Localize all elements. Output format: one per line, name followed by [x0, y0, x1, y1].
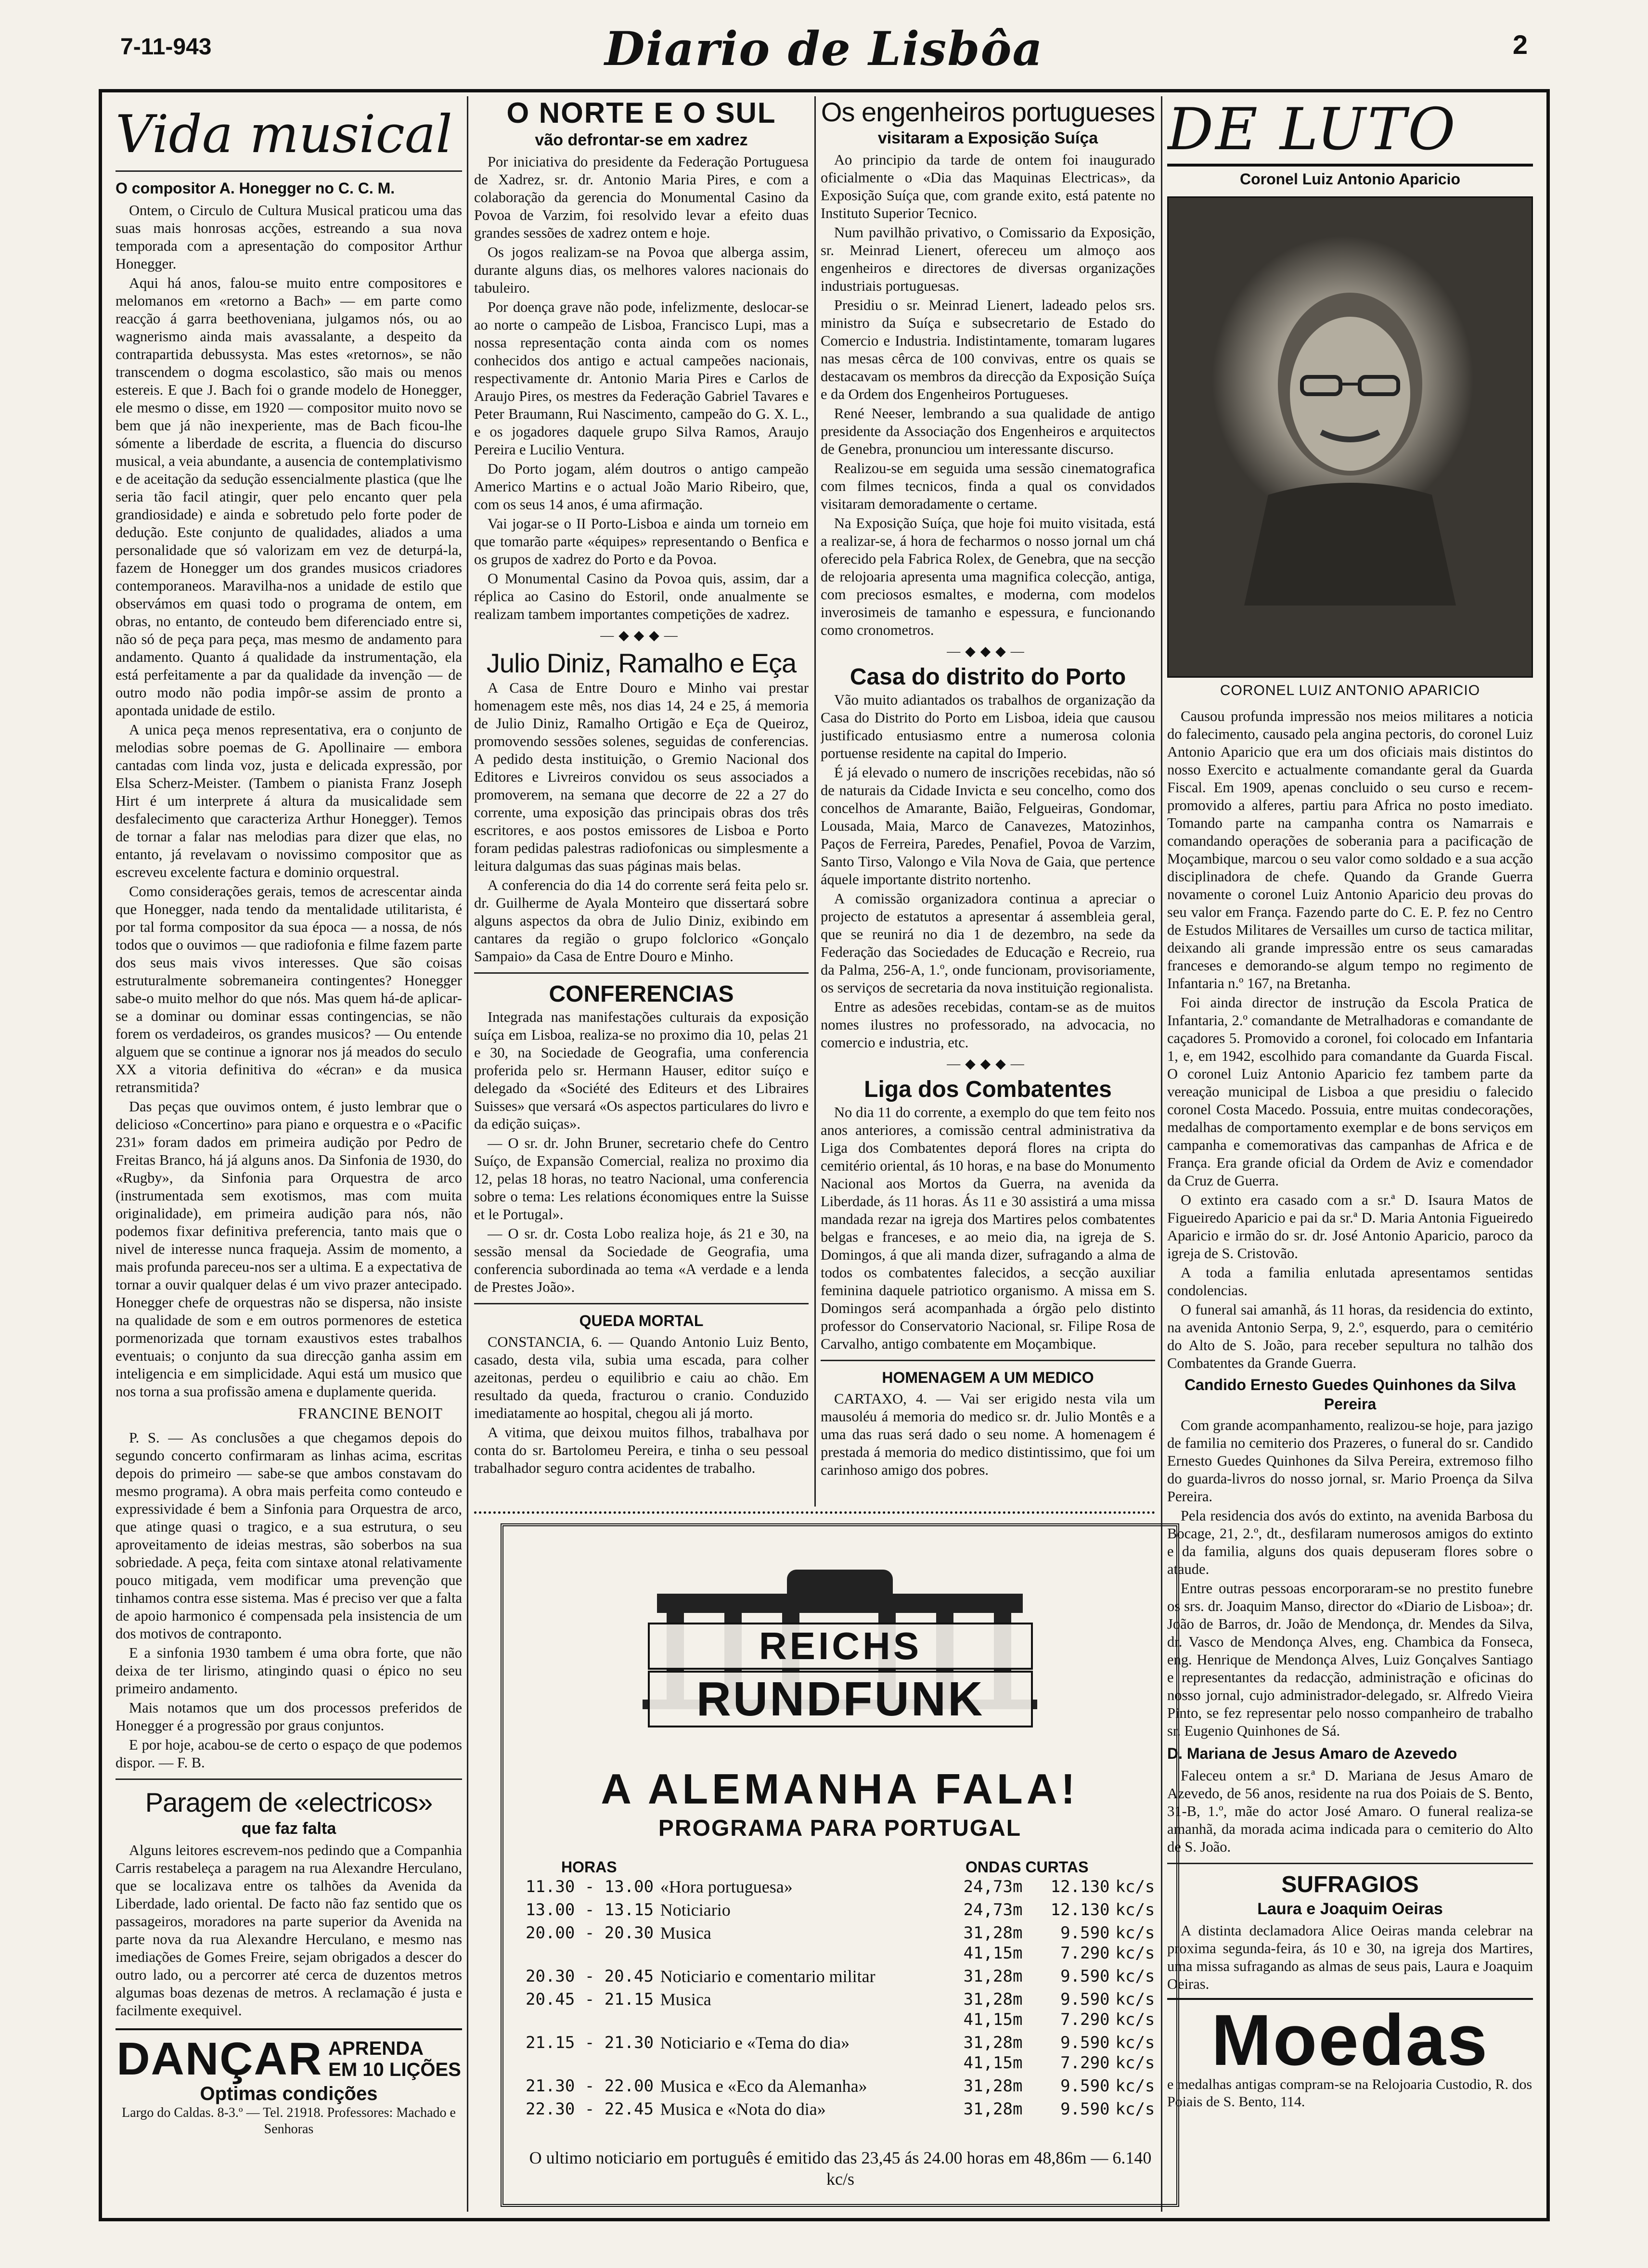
- newspaper-title: Diario de Lisbôa: [605, 22, 1043, 76]
- coins-text: e medalhas antigas compram-se na Relojoaria Custodio, R. dos Poiais de S. Bento, 114.: [1167, 2076, 1532, 2110]
- paragraph: Os jogos realizam-se na Povoa que alberga assim, durante alguns dias, os melhores valores nacionais do tabuleiro.: [474, 244, 809, 296]
- obituary-title: D. Mariana de Jesus Amaro de Azevedo: [1167, 1745, 1457, 1762]
- article-title: Paragem de «electricos»: [145, 1787, 433, 1817]
- photo-caption: CORONEL LUIZ ANTONIO APARICIO: [1220, 683, 1481, 698]
- schedule-frequency: 9.590: [1060, 1967, 1110, 1986]
- schedule-frequency: 12.130: [1050, 1900, 1110, 1920]
- schedule-time: 21.15 - 21.30: [526, 2033, 654, 2052]
- paragraph: O funeral sai amanhã, ás 11 horas, da residencia do extinto, na avenida Antonio Serpa, 9, 2.º, esquerdo, para o cemitério do Alto de S. João, para receber sepultura no talhão dos Combatentes da Grande Guerra.: [1167, 1302, 1533, 1371]
- paragraph: René Neeser, lembrando a sua qualidade de antigo presidente da Associação dos Engenheiros e arquitectos de Genebra, pronunciou um interessante discurso.: [821, 405, 1155, 457]
- schedule-program: Musica: [660, 1990, 711, 2009]
- schedule-unit: kc/s kc/s: [1115, 2033, 1155, 2073]
- schedule-time: 20.00 - 20.30: [526, 1923, 654, 1943]
- paragraph: Realizou-se em seguida uma sessão cinematografica com filmes tecnicos, finda a qual os convidados visitaram demoradamente o certame.: [821, 460, 1155, 512]
- schedule-time: 22.30 - 22.45: [526, 2100, 654, 2119]
- ad-headline: A ALEMANHA FALA!: [601, 1765, 1079, 1813]
- coins-headline: Moedas: [1211, 1999, 1489, 2080]
- schedule-wavelength: 24,73m: [963, 1900, 1023, 1920]
- paragraph: Ao principio da tarde de ontem foi inaugurado oficialmente o «Dia das Maquinas Electricas», da Exposição Suíça que, com grande exito, está patente no Instituto Superior Tecnico.: [821, 152, 1155, 221]
- column-divider: [467, 96, 468, 2212]
- paragraph: A comissão organizadora continua a apreciar o projecto de estatutos a apresentar á assembleia geral, que se reunirá no dia 1 de dezembro, na sede da Federação das Sociedades de Educação e Recreio, rua da Palma, 256-A, 1.º, onde funcionam, provisoriamente, os serviços de secretaria da nova instituição regionalista.: [821, 890, 1155, 996]
- article-title: Julio Diniz, Ramalho e Eça: [486, 648, 797, 678]
- dance-aprenda: APRENDA: [328, 2038, 424, 2059]
- divider: [821, 1360, 1155, 1361]
- paragraph: P. S. — As conclusões a que chegamos depois do segundo concerto confirmaram as linhas acima, escritas depois do primeiro — sabe-se que ambos constavam do mesmo programa). A obra mais perfeita como conteudo e expressividade é bem a Sinfonia para Orquestra de arco, que atinge quasi o tragico, e a sua estrutura, o seu aproveitamento de ideias mestras, são soberbos na sua sobriedade. A peça, feita com sintaxe atonal relativamente pouco mitigada, vem modificar uma prevenção que tinhamos contra esse sistema. Mas é preciso ver que a falta de apoio harmonico é compensada pela insistencia de um dos motivos de contraponto.: [116, 1430, 462, 1642]
- schedule-program: Musica e «Eco da Alemanha»: [660, 2076, 867, 2096]
- schedule-time: 21.30 - 22.00: [526, 2076, 654, 2096]
- schedule-row: [523, 1921, 1158, 1965]
- ad-subheadline: PROGRAMA PARA PORTUGAL: [658, 1816, 1022, 1841]
- schedule-frequency: 12.130: [1050, 1877, 1110, 1896]
- paragraph: É já elevado o numero de inscrições recebidas, não só de naturais da Cidade Invicta e seu concelho, como dos concelhos de Amarante, Baião, Felgueiras, Gondomar, Lousada, Maia, Marco de Canavezes, Matozinhos, Paços de Ferreira, Paredes, Penafiel, Povoa de Varzim, Santo Tirso, Valongo e Vila Nova de Gaia, que pertence áquele importante distrito nortenho.: [821, 764, 1155, 888]
- schedule-unit: kc/s: [1115, 2076, 1155, 2096]
- schedule-row: [523, 1875, 1158, 1898]
- schedule-program: Musica: [660, 1923, 711, 1943]
- schedule-wavelength: 24,73m: [963, 1877, 1023, 1896]
- schedule-wavelength: 31,28m 41,15m: [963, 1990, 1023, 2029]
- paragraph: A Casa de Entre Douro e Minho vai prestar homenagem este mês, nos dias 14, 24 e 25, á memoria de Julio Diniz, Ramalho Ortigão e Eça de Queiroz, promovendo sessões solenes, seguidas de conferencias. A pedido desta instituição, o Gremio Nacional dos Editores e Livreiros convidou os seus associados a promoverem, na semana que decorre de 22 a 27 do corrente, uma exposição das principais obras dos três escritores, e aos postos emissores de Lisboa e Porto foram pedidas palestras radiofonicas ou simplesmente a leitura dalgumas das suas páginas mais belas.: [474, 680, 809, 874]
- paragraph: — O sr. dr. Costa Lobo realiza hoje, ás 21 e 30, na sessão mensal da Sociedade de Geografia, uma conferencia subordinada ao tema «A verdade e a lenda de Prestes João».: [474, 1225, 809, 1295]
- paragraph: A unica peça menos representativa, era o conjunto de melodias sobre poemas de G. Apollinaire — embora cantadas com linda voz, justa e delicada expressão, por Elsa Scherz-Meister. (Tambem o pianista Franz Joseph Hirt é um interprete á altura da musicalidade sem desfalecimento que caracteriza Arthur Honegger). Temos de tornar a falar nas melodias para dizer que elas, no entanto, já revelavam o novissimo compositor que as escreveu excelente factura e dominio orquestral.: [116, 722, 462, 880]
- ad-footer: O ultimo noticiario em português é emitido das 23,45 ás 24.00 horas em 48,86m — 6.140 kc/s: [529, 2148, 1152, 2189]
- article-title: CONFERENCIAS: [549, 981, 734, 1007]
- article-subtitle: que faz falta: [241, 1819, 336, 1838]
- article-title: Vida musical: [116, 104, 452, 165]
- schedule-row: [523, 1965, 1158, 1988]
- schedule-unit: kc/s kc/s: [1115, 1990, 1155, 2029]
- schedule-wavelength: 31,28m: [963, 2076, 1023, 2096]
- paragraph: Causou profunda impressão nos meios militares a noticia do falecimento, causado pela angina pectoris, do coronel Luiz Antonio Aparicio que era um dos oficiais mais distintos do nosso Exercito e actualmente comandante geral da Guarda Fiscal. Em 1909, apenas concluido o seu curso e recem-promovido a alferes, partiu para Africa no posto imediato. Tomando parte na campanha contra os Namarrais e comandando operações de soberania para a pacificação de Moçambique, marcou o seu valor como soldado e a sua acção disciplinadora de chefe. Quando da Grande Guerra novamente o coronel Luiz Antonio Aparicio deu provas do seu valor em França. Fazendo parte do C. E. P. fez no Centro de Estudos Militares de Versailles um curso de tactica militar, deixando ali grande impressão entre os seus camaradas franceses e demorando-se algum tempo no regimento de Infantaria n.º 167, na Bretanha.: [1167, 708, 1533, 992]
- schedule-wavelength: 31,28m: [963, 1967, 1023, 1986]
- paragraph: Mais notamos que um dos processos preferidos de Honegger é a progressão por graus conjuntos.: [116, 1700, 462, 1734]
- column-vida-musical: [116, 96, 462, 2209]
- schedule-frequency: 9.590 7.290: [1060, 1923, 1110, 1963]
- divider: [1167, 1863, 1533, 1864]
- schedule-unit: kc/s: [1115, 1877, 1155, 1896]
- dance-lessons: EM 10 LIÇÕES: [328, 2059, 461, 2080]
- paragraph: Aqui há anos, falou-se muito entre compositores e melomanos em «retorno a Bach» — em parte como reacção á garra beethoveniana, julgamos nós, ou ao wagnerismo ainda mais avassalante, a despeito da contrapartida debussysta. Mas estes «retornos», se não transcendem o dogma escolastico, são mais ou menos estereis. E que J. Bach foi o grande modelo de Honegger, ele mesmo o disse, em 1920 — compositor muito novo se bem que já não inexperiente, mas de Bach ficou-lhe sómente a liberdade de escrita, a fluencia do discurso musical, a veia abundante, a ausencia de contemplativismo e de aceitação da sedução essencialmente plastica (que lhe seria tão facil atingir, quer pelo encanto quer pela grandiosidade) e ainda e sobretudo pelo forte poder de dedução. Este conjunto de qualidades, aliados a uma personalidade que só valorizam em vez de deturpá-la, fazem de Honegger um dos grandes musicos criadores contemporaneos. Maravilha-nos a unidade de estilo que observámos em quasi todo o programa de ontem, em obras, no entanto, de conteudo bem diferenciado entre si, não só de peça para peça, mas mesmo de andamento para andamento. Quanto á qualidade da instrumentação, ela está perfeitamente a par da qualidade da invenção — de outro modo não podia impôr-se assim de pronto a apontada unidade de estilo.: [116, 275, 462, 719]
- article-subtitle: Coronel Luiz Antonio Aparicio: [1239, 170, 1461, 188]
- dance-advert: [116, 2028, 462, 2138]
- obituary-title: Candido Ernesto Guedes Quinhones da Silva Pereira: [1184, 1376, 1516, 1413]
- article-subtitle: visitaram a Exposição Suíça: [877, 129, 1098, 147]
- article-title: QUEDA MORTAL: [579, 1312, 704, 1329]
- article-title: Casa do distrito do Porto: [850, 664, 1126, 690]
- paragraph: Com grande acompanhamento, realizou-se hoje, para jazigo de familia no cemiterio dos Prazeres, o funeral do sr. Candido Ernesto Guedes Quinhones da Silva Pereira, extremoso filho do guarda-livros do nosso jornal, sr. Mario Proença da Silva Pereira.: [1167, 1417, 1533, 1505]
- column-de-luto: [1167, 96, 1533, 2209]
- page-number: 2: [1512, 29, 1528, 60]
- schedule-program: Noticiario e «Tema do dia»: [660, 2033, 850, 2052]
- paragraph: E a sinfonia 1930 tambem é uma obra forte, que não deixa de ter lirismo, atingindo quasi o épico no seu primeiro andamento.: [116, 1645, 462, 1697]
- paragraph: Presidiu o sr. Meinrad Lienert, ladeado pelos srs. ministro da Suíça e subsecretario de Estado do Comercio e Industria. Indistintamente, tomaram lugares nas mesas cêrca de 100 convivas, entre os quais se destacavam os membros da direcção da Exposição Suíça e da Ordem dos Engenheiros Portugueses.: [821, 297, 1155, 402]
- paragraph: Por doença grave não pode, infelizmente, deslocar-se ao norte o campeão de Lisboa, Francisco Lupi, mas a nossa representação conta ainda com os nomes conhecidos dos antigo e actual campeões nacionais, respectivamente dr. Antonio Maria Pires e Carlos de Araujo Pires, os mestres da Federação Gabriel Tavares e Peter Braumann, Rui Nascimento, campeão do G. X. L., e os jogadores daquele grupo Silva Ramos, Araujo Pereira e Lucilio Ventura.: [474, 299, 809, 458]
- portrait-photo: [1167, 196, 1533, 678]
- dance-address: Largo do Caldas. 8-3.º — Tel. 21918. Professores: Machado e Senhoras: [122, 2105, 456, 2137]
- divider: [474, 1303, 809, 1304]
- schedule-program: «Hora portuguesa»: [660, 1877, 793, 1896]
- column-engenheiros: [821, 96, 1155, 1511]
- schedule-time: 20.45 - 21.15: [526, 1990, 654, 2009]
- ornament-divider: [474, 1511, 1155, 1516]
- paragraph: Ontem, o Circulo de Cultura Musical praticou uma das suas mais honrosas acções, estreando a sua nova temporada com a apresentação do compositor Arthur Honegger.: [116, 202, 462, 272]
- paragraph: Na Exposição Suíça, que hoje foi muito visitada, está a realizar-se, á hora de fecharmos o nosso jornal um chá oferecido pela Fabrica Rolex, de Genebra, que na secção de relojoaria apresenta uma magnifica colecção, antiga, com preciosos esmaltes, e moderna, com modelos inverosimeis de tamanho e espessura, e funcionando como cronometros.: [821, 515, 1155, 638]
- schedule-program: Musica e «Nota do dia»: [660, 2100, 826, 2119]
- paragraph: O Monumental Casino da Povoa quis, assim, dar a réplica ao Casino do Estoril, onde anualmente se realizam tambem importantes competições de xadrez.: [474, 570, 809, 622]
- schedule-header-hours: HORAS: [561, 1858, 617, 1876]
- paragraph: A toda a familia enlutada apresentamos sentidas condolencias.: [1167, 1264, 1533, 1299]
- paragraph: Alguns leitores escrevem-nos pedindo que a Companhia Carris restabeleça a paragem na rua Alexandre Herculano, que se localizava entre os talhões da Avenida da Liberdade, lado oriental. De facto não faz sentido que os passageiros, moradores na parte superior da Avenida na parte nova da rua Alexandre Herculano, e mesmo nas imediações de Gomes Freire, sejam obrigados a descer do outro lado, ou a percorrer até cerca de duzentos metros algumas boas dezenas de metros. A reclamação é justa e facilmente exequivel.: [116, 1842, 462, 2019]
- schedule-frequency: 9.590 7.290: [1060, 1990, 1110, 2029]
- section-title: DE LUTO: [1167, 96, 1533, 167]
- schedule-unit: kc/s: [1115, 1900, 1155, 1920]
- masthead: [0, 0, 1648, 82]
- article-title: SUFRAGIOS: [1281, 1872, 1419, 1897]
- schedule-wavelength: 31,28m 41,15m: [963, 2033, 1023, 2073]
- paragraph: Vai jogar-se o II Porto-Lisboa e ainda um torneio em que tomarão parte «équipes» representando o Benfica e os grupos de xadrez do Porto e da Povoa.: [474, 515, 809, 567]
- article-subtitle: Laura e Joaquim Oeiras: [1257, 1900, 1443, 1918]
- issue-date: 7-11-943: [120, 34, 212, 60]
- paragraph: Faleceu ontem a sr.ª D. Mariana de Jesus Amaro de Azevedo, de 56 anos, residente na rua dos Poiais de S. Bento, 31-B, 1.º, mãe do actor José Amaro. O funeral realiza-se amanhã, da morada acima indicada para o cemiterio do Alto de S. João.: [1167, 1767, 1533, 1855]
- divider: [116, 170, 462, 172]
- paragraph: — O sr. dr. John Bruner, secretario chefe do Centro Suíço, de Expansão Comercial, realiza no proximo dia 12, pelas 18 horas, no teatro Nacional, uma conferencia sobre o tema: Les relations économiques entre la Suisse et le Portugal».: [474, 1135, 809, 1223]
- article-title: HOMENAGEM A UM MEDICO: [882, 1369, 1094, 1386]
- ornament-divider: —◆◆◆—: [947, 1057, 1029, 1071]
- paragraph: O extinto era casado com a sr.ª D. Isaura Matos de Figueiredo Aparicio e pai da sr.ª D. Maria Antonia Figueiredo Aparicio e irmão do sr. dr. José Antonio Aparicio, paroco da igreja de S. Cristovão.: [1167, 1192, 1533, 1262]
- paragraph: Num pavilhão privativo, o Comissario da Exposição, sr. Meinrad Lienert, ofereceu um almoço aos engenheiros e directores de diversas organizações industriais portuguesas.: [821, 224, 1155, 294]
- paragraph: Entre outras pessoas encorporaram-se no prestito funebre os srs. dr. Joaquim Manso, director do «Diario de Lisboa»; dr. João de Barros, dr. João de Mendonça, dr. Mendes da Silva, dr. Vasco de Mendonça Alves, eng. Chambica da Fonseca, eng. Henrique de Mendonça Alves, Luiz Gonçalves Santiago e representantes da redacção, administração e oficinas do nosso jornal, cujo administrador-delegado, sr. Alfredo Vieira Pinto, se fez representar pelo nosso companheiro de trabalho sr. Eugenio Quinhones de Sá.: [1167, 1580, 1533, 1739]
- dance-conditions: Optimas condições: [200, 2083, 378, 2104]
- author-signature: FRANCINE BENOIT: [298, 1405, 443, 1422]
- paragraph: A distinta declamadora Alice Oeiras manda celebrar na proxima segunda-feira, ás 10 e 30, na igreja dos Martires, uma missa sufragando as almas de seus pais, Laura e Joaquim Oeiras.: [1167, 1922, 1533, 1992]
- schedule-unit: kc/s: [1115, 2100, 1155, 2119]
- paragraph: No dia 11 do corrente, a exemplo do que tem feito nos anos anteriores, a comissão central administrativa da Liga dos Combatentes deporá flores na cripta do cemitério oriental, ás 10 horas, e na base do Monumento Nacional aos Mortos da Guerra, na avenida da Liberdade, ás 11 horas. Ás 11 e 30 assistirá a uma missa mandada rezar na igreja dos Martires pelos combatentes belgas e franceses, e ao meio dia, na igreja de S. Domingos, á que ali manda dizer, sufragando a alma de todos os combatentes falecidos, a secção auxiliar feminina daquele patriotico organismo. A missa em S. Domingos será acompanhada a órgão pelo distinto professor do Conservatorio Nacional, sr. Filipe Rosa de Carvalho, antigo combatente em Moçambique.: [821, 1104, 1155, 1352]
- paragraph: Pela residencia dos avós do extinto, na avenida Barbosa du Bocage, 21, 2.º, dt., desfilaram numerosos amigos do extinto e da familia, alguns dos quais depuseram flores sobre o ataude.: [1167, 1508, 1533, 1577]
- paragraph: Do Porto jogam, além doutros o antigo campeão Americo Martins e o actual João Mario Ribeiro, que, com os seus 14 anos, é uma afirmação.: [474, 461, 809, 513]
- schedule-program: Noticiario: [660, 1900, 731, 1920]
- schedule-time: 20.30 - 20.45: [526, 1967, 654, 1986]
- paragraph: Das peças que ouvimos ontem, é justo lembrar que o delicioso «Concertino» para piano e orquestra e o «Pacific 231» foram dados em primeira audição por Pedro de Freitas Branco, há já alguns anos. Da Sinfonia de 1930, do «Rugby», da Sinfonia para Orquestra de arco (instrumentada sem exotismos, mas com muita originalidade), em primeira audição para nós, não podemos fixar definitiva preferencia, tanto mais que o nivel de interesse nunca fraqueja. Assim de momento, a mais profunda pareceu-nos ser a ultima. E a expectativa de tornar a ouvir qualquer delas é um vivo prazer antecipado. Honegger chefe de orquestras não se dispersa, não insiste na qualidade de som e em outros pormenores de estetica pormenorizada que tornam exaustivos estes trabalhos eventuais; o conjunto da sua direcção ganha assim em inteligencia e em simplicidade. Aqui está um musico que nos torna a sua profissão amena e duplamente querida.: [116, 1098, 462, 1400]
- paragraph: Vão muito adiantados os trabalhos de organização da Casa do Distrito do Porto em Lisboa, ideia que causou justificado entusiasmo entre a numerosa colonia portuense residente na capital do Imperio.: [821, 692, 1155, 761]
- column-divider: [814, 96, 816, 1507]
- schedule-frequency: 9.590 7.290: [1060, 2033, 1110, 2073]
- ornament-divider: —◆◆◆—: [947, 644, 1029, 659]
- paragraph: E por hoje, acabou-se de certo o espaço de que podemos dispor. — F. B.: [116, 1737, 462, 1771]
- schedule-row: [523, 2098, 1158, 2121]
- article-title: Liga dos Combatentes: [864, 1077, 1112, 1102]
- article-subtitle: vão defrontar-se em xadrez: [535, 131, 748, 149]
- paragraph: CARTAXO, 4. — Vai ser erigido nesta vila um mausoléu á memoria do medico sr. dr. Julio Montês e a uma das ruas será dado o seu nome. A homenagem é prestada á memoria do medico distintissimo, que foi um carinhoso amigo dos pobres.: [821, 1391, 1155, 1478]
- dance-headline: DANÇAR: [116, 2033, 323, 2085]
- schedule-program: Noticiario e comentario militar: [660, 1967, 876, 1986]
- column-norte-sul: [474, 96, 809, 1511]
- schedule-row: [523, 1898, 1158, 1921]
- radio-advert: [501, 1523, 1179, 2207]
- paragraph: Como considerações gerais, temos de acrescentar ainda que Honegger, nada tendo da mentalidade utilitarista, é por tal forma compositor da sua época — a nossa, de nós todos que o ouvimos — que radiofonia e filme fazem parte dos seus mais vivos interesses. Que são coisas estruturalmente sobremaneira contingentes? Honegger sabe-o muito melhor do que nós. Mas quem há-de aplicar-se a dominar ou dominar essas contingencias, se não forem os verdadeiros, os grandes musicos? — Ou entende alguem que se continue a ignorar nos já meados do seculo XX a vitoria definitiva do «écran» e da musica retransmitida?: [116, 883, 462, 1095]
- schedule-time: 11.30 - 13.00: [526, 1877, 654, 1896]
- schedule-frequency: 9.590: [1060, 2076, 1110, 2096]
- schedule-header-waves: ONDAS CURTAS: [966, 1858, 1089, 1876]
- paragraph: A conferencia do dia 14 do corrente será feita pelo sr. dr. Guilherme de Ayala Monteiro que dissertará sobre alguns aspectos da obra de Julio Diniz, exibindo em cantares da região o grupo folclorico «Gonçalo Sampaio» da Casa de Entre Douro e Minho.: [474, 877, 809, 965]
- paragraph: Foi ainda director de instrução da Escola Pratica de Infantaria, 2.º comandante de Metralhadoras e comandante de caçadores 5. Promovido a coronel, foi colocado em Infantaria 1, e, em 1942, escolhido para comandante da Guarda Fiscal. O coronel Luiz Antonio Aparicio fez tambem parte da vereação municipal de Lisboa a que presidiu o falecido coronel Costa Macedo. Possuia, entre muitas condecorações, medalhas de comportamento exemplar e de bons serviços em campanha e comemorativas das campanhas de Africa e de França. Era grande oficial da Ordem de Aviz e comendador da Cruz de Guerra.: [1167, 994, 1533, 1189]
- broadcast-schedule: [523, 1875, 1158, 2121]
- paragraph: A vitima, que deixou muitos filhos, trabalhava por conta do sr. Bartolomeu Pereira, e tinha o seu pessoal trabalhador seguro contra acidentes de trabalho.: [474, 1424, 809, 1476]
- article-subhead: O compositor A. Honegger no C. C. M.: [116, 180, 395, 197]
- paragraph: Por iniciativa do presidente da Federação Portuguesa de Xadrez, sr. dr. Antonio Maria Pires, e com a colaboração da gerencia do Monumental Casino da Povoa de Varzim, foi resolvido levar a efeito duas grandes sessões de xadrez ontem e hoje.: [474, 154, 809, 241]
- schedule-time: 13.00 - 13.15: [526, 1900, 654, 1920]
- schedule-wavelength: 31,28m: [963, 2100, 1023, 2119]
- schedule-unit: kc/s: [1115, 1967, 1155, 1986]
- article-title: Os engenheiros portugueses: [821, 97, 1155, 127]
- article-title: O NORTE E O SUL: [506, 97, 776, 129]
- schedule-row: [523, 2031, 1158, 2075]
- schedule-unit: kc/s kc/s: [1115, 1923, 1155, 1963]
- schedule-frequency: 9.590: [1060, 2100, 1110, 2119]
- schedule-wavelength: 31,28m 41,15m: [963, 1923, 1023, 1963]
- divider: [116, 1778, 462, 1780]
- coins-advert: [1167, 1998, 1533, 2111]
- paragraph: Entre as adesões recebidas, contam-se as de muitos nomes ilustres no professorado, na advocacia, no comercio e industria, etc.: [821, 999, 1155, 1051]
- schedule-row: [523, 1988, 1158, 2031]
- paragraph: Integrada nas manifestações culturais da exposição suíça em Lisboa, realiza-se no proximo dia 10, pelas 21 e 30, na Sociedade de Geografia, uma conferencia proferida pelo sr. Hermann Hauser, editor suíço e delegado da «Société des Editeurs et des Libraires Suisses» que versará «Os aspectos particulares do livro e da edição suiças».: [474, 1009, 809, 1132]
- schedule-row: [523, 2075, 1158, 2098]
- paragraph: CONSTANCIA, 6. — Quando Antonio Luiz Bento, casado, desta vila, subia uma escada, para colher azeitonas, perdeu o equilibrio e caiu ao chão. Em resultado da queda, fracturou o cranio. Conduzido imediatamente ao hospital, chegou ali já morto.: [474, 1334, 809, 1421]
- portrait-silhouette-icon: [1225, 269, 1475, 606]
- ad-brand-reichs: REICHS: [648, 1623, 1033, 1670]
- ad-brand-rundfunk: RUNDFUNK: [648, 1671, 1033, 1727]
- ornament-divider: —◆◆◆—: [600, 628, 682, 643]
- divider: [474, 972, 809, 974]
